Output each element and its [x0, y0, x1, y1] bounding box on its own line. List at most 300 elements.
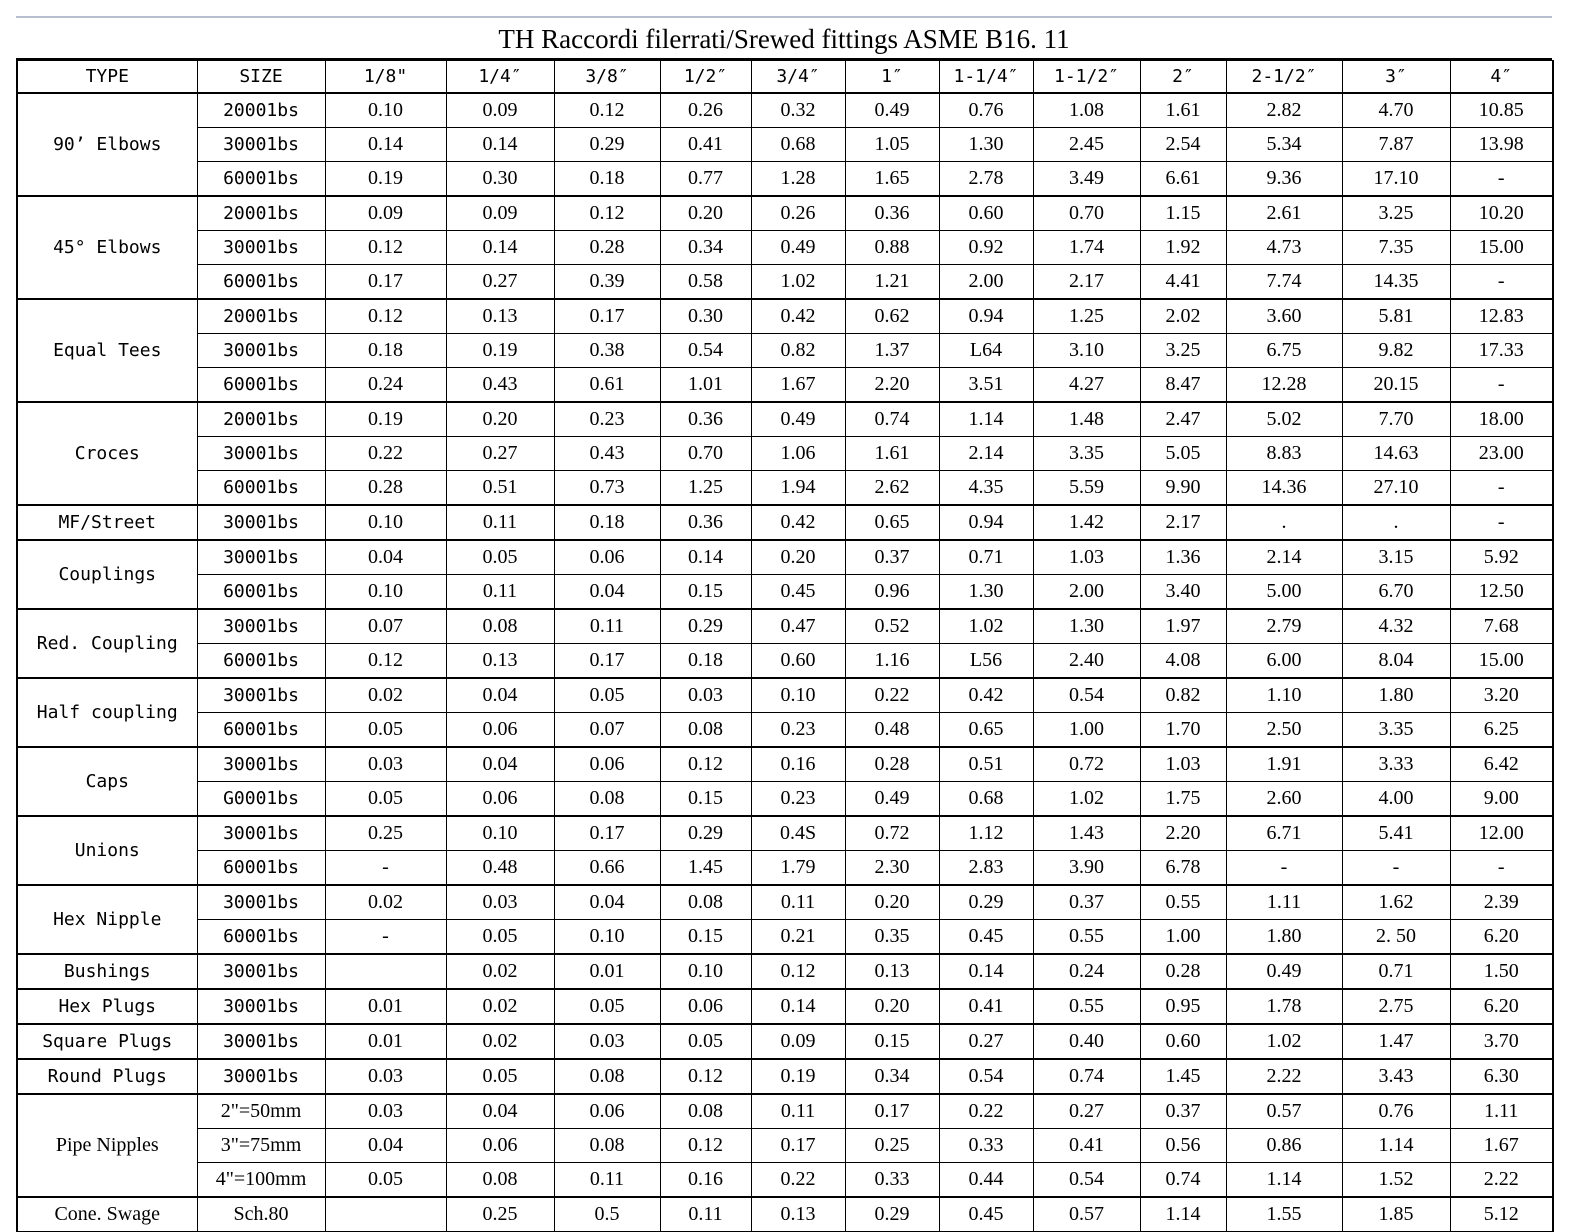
weight-cell: 0.13	[751, 1197, 845, 1232]
weight-cell: 0.54	[939, 1059, 1033, 1094]
weight-cell: 0.06	[446, 713, 554, 748]
weight-cell: 0.57	[1226, 1094, 1342, 1129]
weight-cell: 0.05	[325, 1163, 446, 1198]
weight-cell: 0.01	[325, 1024, 446, 1059]
weight-cell: 0.35	[845, 920, 939, 955]
weight-cell: 0.05	[325, 782, 446, 817]
weight-cell: 0.36	[660, 402, 751, 437]
weight-cell: 5.02	[1226, 402, 1342, 437]
weight-cell: 8.47	[1140, 368, 1226, 403]
weight-cell: 0.13	[845, 954, 939, 989]
weight-cell: 1.02	[1226, 1024, 1342, 1059]
weight-cell: 0.36	[845, 196, 939, 231]
weight-cell: 0.12	[325, 299, 446, 334]
pressure-class-cell: 20001bs	[197, 196, 325, 231]
weight-cell: 0.51	[939, 747, 1033, 782]
weight-cell: 0.33	[939, 1129, 1033, 1163]
weight-cell: 0.27	[1033, 1094, 1140, 1129]
weight-cell: -	[325, 920, 446, 955]
weight-cell: 0.20	[751, 540, 845, 575]
fitting-type-cell: Croces	[17, 402, 197, 505]
weight-cell: 0.74	[845, 402, 939, 437]
pressure-class-cell: 30001bs	[197, 885, 325, 920]
weight-cell: 0.03	[325, 1094, 446, 1129]
weight-cell: 0.05	[325, 713, 446, 748]
weight-cell: 0.92	[939, 231, 1033, 265]
weight-cell: 0.29	[554, 128, 660, 162]
table-row	[17, 1163, 1553, 1198]
weight-cell: 0.51	[446, 471, 554, 506]
weight-cell: 13.98	[1450, 128, 1553, 162]
type-header: TYPE	[17, 61, 197, 94]
weight-cell: 8.83	[1226, 437, 1342, 471]
weight-cell	[325, 1197, 446, 1232]
weight-cell: 0.39	[554, 265, 660, 300]
weight-cell: 0.45	[939, 920, 1033, 955]
pressure-class-cell: 2"=50mm	[197, 1094, 325, 1129]
weight-cell: 17.10	[1342, 162, 1450, 197]
weight-cell: 6.61	[1140, 162, 1226, 197]
weight-cell: 5.92	[1450, 540, 1553, 575]
weight-cell: 1.15	[1140, 196, 1226, 231]
weight-cell: 0.18	[660, 644, 751, 679]
weight-cell: 1.80	[1342, 678, 1450, 713]
weight-cell: .	[1226, 505, 1342, 540]
weight-cell: 7.70	[1342, 402, 1450, 437]
weight-cell: 0.66	[554, 851, 660, 886]
table-row	[17, 368, 1553, 403]
pressure-class-cell: 60001bs	[197, 920, 325, 955]
weight-cell: 4.00	[1342, 782, 1450, 817]
fitting-type-cell: Cone. Swage	[17, 1197, 197, 1232]
pressure-class-cell: G0001bs	[197, 782, 325, 817]
weight-cell: 2.20	[845, 368, 939, 403]
weight-cell: 1.25	[660, 471, 751, 506]
weight-cell: 0.28	[845, 747, 939, 782]
weight-cell: 0.52	[845, 609, 939, 644]
weight-cell: 2.17	[1140, 505, 1226, 540]
nominal-size-header: 1″	[845, 61, 939, 94]
fitting-type-cell: Round Plugs	[17, 1059, 197, 1094]
weight-cell: 0.08	[660, 713, 751, 748]
weight-cell: 0.14	[751, 989, 845, 1024]
weight-cell: 1.14	[1226, 1163, 1342, 1198]
weight-cell: 0.22	[845, 678, 939, 713]
weight-cell: 3.49	[1033, 162, 1140, 197]
nominal-size-header: 1-1/4″	[939, 61, 1033, 94]
fitting-type-cell: Unions	[17, 816, 197, 885]
weight-cell: 1.06	[751, 437, 845, 471]
weight-cell	[325, 954, 446, 989]
weight-cell: 2.14	[939, 437, 1033, 471]
weight-cell: 0.49	[845, 93, 939, 128]
table-row	[17, 1094, 1553, 1129]
weight-cell: 2.22	[1450, 1163, 1553, 1198]
weight-cell: 17.33	[1450, 334, 1553, 368]
weight-cell: 1.75	[1140, 782, 1226, 817]
weight-cell: 0.10	[554, 920, 660, 955]
weight-cell: 5.05	[1140, 437, 1226, 471]
weight-cell: 0.47	[751, 609, 845, 644]
weight-cell: 1.28	[751, 162, 845, 197]
pressure-class-cell: 60001bs	[197, 162, 325, 197]
weight-cell: 1.14	[1140, 1197, 1226, 1232]
weight-cell: 0.41	[939, 989, 1033, 1024]
weight-cell: 6.25	[1450, 713, 1553, 748]
weight-cell: 0.06	[554, 540, 660, 575]
weight-cell: 0.20	[660, 196, 751, 231]
weight-cell: .	[1342, 505, 1450, 540]
weight-cell: 5.12	[1450, 1197, 1553, 1232]
fitting-type-cell: Half coupling	[17, 678, 197, 747]
weight-cell: 5.41	[1342, 816, 1450, 851]
weight-cell: 4.27	[1033, 368, 1140, 403]
weight-cell: 2.45	[1033, 128, 1140, 162]
weight-cell: 0.20	[446, 402, 554, 437]
weight-cell: 0.70	[660, 437, 751, 471]
weight-cell: 0.33	[845, 1163, 939, 1198]
weight-cell: 0.41	[660, 128, 751, 162]
weight-cell: 3.20	[1450, 678, 1553, 713]
weight-cell: 1.67	[751, 368, 845, 403]
weight-cell: 0.45	[751, 575, 845, 610]
weight-cell: 0.04	[325, 1129, 446, 1163]
nominal-size-header: 3/4″	[751, 61, 845, 94]
weight-cell: 0.08	[554, 782, 660, 817]
table-body	[17, 93, 1553, 1232]
weight-cell: 0.08	[446, 1163, 554, 1198]
weight-cell: 0.27	[939, 1024, 1033, 1059]
weight-cell: 1.11	[1450, 1094, 1553, 1129]
weight-cell: 0.82	[751, 334, 845, 368]
weight-cell: 0.23	[751, 782, 845, 817]
weight-cell: 0.12	[325, 231, 446, 265]
weight-cell: 0.15	[660, 575, 751, 610]
weight-cell: 9.36	[1226, 162, 1342, 197]
weight-cell: 0.05	[660, 1024, 751, 1059]
weight-cell: 0.10	[325, 505, 446, 540]
weight-cell: 0.18	[325, 334, 446, 368]
weight-cell: 3.25	[1140, 334, 1226, 368]
weight-cell: 0.71	[939, 540, 1033, 575]
weight-cell: 3.35	[1033, 437, 1140, 471]
weight-cell: 12.50	[1450, 575, 1553, 610]
weight-cell: 8.04	[1342, 644, 1450, 679]
weight-cell: -	[1450, 505, 1553, 540]
weight-cell: 1.62	[1342, 885, 1450, 920]
pressure-class-cell: 30001bs	[197, 128, 325, 162]
weight-cell: -	[1450, 851, 1553, 886]
weight-cell: 1.02	[1033, 782, 1140, 817]
table-row	[17, 540, 1553, 575]
weight-cell: 0.06	[446, 782, 554, 817]
pressure-class-cell: 30001bs	[197, 334, 325, 368]
weight-cell: 0.88	[845, 231, 939, 265]
weight-cell: 3.35	[1342, 713, 1450, 748]
weight-cell: 10.20	[1450, 196, 1553, 231]
weight-cell: 2.54	[1140, 128, 1226, 162]
weight-cell: 0.18	[554, 162, 660, 197]
weight-cell: 1.12	[939, 816, 1033, 851]
table-row	[17, 954, 1553, 989]
weight-cell: -	[325, 851, 446, 886]
weight-cell: 0.95	[1140, 989, 1226, 1024]
weight-cell: 0.10	[660, 954, 751, 989]
weight-cell: 7.68	[1450, 609, 1553, 644]
weight-cell: 0.11	[660, 1197, 751, 1232]
weight-cell: 0.22	[939, 1094, 1033, 1129]
weight-cell: 0.38	[554, 334, 660, 368]
fitting-type-cell: 90’ Elbows	[17, 93, 197, 196]
table-row	[17, 851, 1553, 886]
weight-cell: 0.62	[845, 299, 939, 334]
pressure-class-cell: 60001bs	[197, 368, 325, 403]
weight-cell: 0.12	[554, 93, 660, 128]
weight-cell: 0.19	[325, 162, 446, 197]
weight-cell: 0.05	[446, 920, 554, 955]
weight-cell: 1.05	[845, 128, 939, 162]
weight-cell: 1.16	[845, 644, 939, 679]
pressure-class-cell: 3"=75mm	[197, 1129, 325, 1163]
weight-cell: 1.00	[1033, 713, 1140, 748]
weight-cell: 0.02	[325, 885, 446, 920]
weight-cell: 2.39	[1450, 885, 1553, 920]
weight-cell: 0.29	[660, 609, 751, 644]
nominal-size-header: 1/2″	[660, 61, 751, 94]
weight-cell: 0.02	[325, 678, 446, 713]
weight-cell: 0.12	[325, 644, 446, 679]
weight-cell: 0.73	[554, 471, 660, 506]
weight-cell: 27.10	[1342, 471, 1450, 506]
weight-cell: 4.35	[939, 471, 1033, 506]
weight-cell: 1.92	[1140, 231, 1226, 265]
weight-cell: 1.91	[1226, 747, 1342, 782]
weight-cell: 0.27	[446, 265, 554, 300]
weight-cell: 0.29	[845, 1197, 939, 1232]
weight-cell: 0.94	[939, 505, 1033, 540]
weight-cell: 0.26	[751, 196, 845, 231]
weight-cell: 1.79	[751, 851, 845, 886]
weight-cell: 0.19	[325, 402, 446, 437]
weight-cell: 0.30	[660, 299, 751, 334]
weight-cell: 0.49	[751, 402, 845, 437]
weight-cell: 2.75	[1342, 989, 1450, 1024]
weight-cell: 1.43	[1033, 816, 1140, 851]
weight-cell: 0.11	[751, 1094, 845, 1129]
table-row	[17, 575, 1553, 610]
weight-cell: 0.24	[1033, 954, 1140, 989]
weight-cell: 0.49	[751, 231, 845, 265]
weight-cell: 0.86	[1226, 1129, 1342, 1163]
weight-cell: 0.08	[660, 1094, 751, 1129]
weight-cell: 0.24	[325, 368, 446, 403]
weight-cell: 1.30	[1033, 609, 1140, 644]
weight-cell: 18.00	[1450, 402, 1553, 437]
weight-cell: 1.78	[1226, 989, 1342, 1024]
weight-cell: 0.14	[660, 540, 751, 575]
weight-cell: 2.47	[1140, 402, 1226, 437]
weight-cell: 0.37	[845, 540, 939, 575]
weight-cell: 1.37	[845, 334, 939, 368]
weight-cell: 1.14	[1342, 1129, 1450, 1163]
weight-cell: 0.12	[554, 196, 660, 231]
weight-cell: 0.15	[660, 920, 751, 955]
pressure-class-cell: 30001bs	[197, 609, 325, 644]
pressure-class-cell: 60001bs	[197, 644, 325, 679]
weight-cell: 2.17	[1033, 265, 1140, 300]
weight-cell: 4.41	[1140, 265, 1226, 300]
weight-cell: 0.07	[554, 713, 660, 748]
weight-cell: 12.28	[1226, 368, 1342, 403]
table-row	[17, 402, 1553, 437]
weight-cell: 0.72	[1033, 747, 1140, 782]
weight-cell: 0.40	[1033, 1024, 1140, 1059]
weight-cell: 2.62	[845, 471, 939, 506]
weight-cell: 3.90	[1033, 851, 1140, 886]
fittings-sheet	[16, 16, 1552, 1232]
pressure-class-cell: 30001bs	[197, 231, 325, 265]
nominal-size-header: 3/8″	[554, 61, 660, 94]
weight-cell: 3.15	[1342, 540, 1450, 575]
weight-cell: 0.05	[446, 1059, 554, 1094]
weight-cell: 0.70	[1033, 196, 1140, 231]
weight-cell: 1.85	[1342, 1197, 1450, 1232]
table-row	[17, 93, 1553, 128]
weight-cell: 0.14	[939, 954, 1033, 989]
weight-cell: 0.11	[751, 885, 845, 920]
table-row	[17, 505, 1553, 540]
table-row	[17, 609, 1553, 644]
weight-cell: 0.65	[939, 713, 1033, 748]
weight-cell: 0.37	[1033, 885, 1140, 920]
pressure-class-cell: 60001bs	[197, 851, 325, 886]
weight-cell: 0.4S	[751, 816, 845, 851]
weight-cell: 0.04	[325, 540, 446, 575]
weight-cell: 2.78	[939, 162, 1033, 197]
weight-cell: 0.37	[1140, 1094, 1226, 1129]
table-row	[17, 1059, 1553, 1094]
weight-cell: 6.78	[1140, 851, 1226, 886]
weight-cell: 0.05	[554, 678, 660, 713]
weight-cell: 1.14	[939, 402, 1033, 437]
weight-cell: 7.87	[1342, 128, 1450, 162]
weight-cell: 0.13	[446, 644, 554, 679]
weight-cell: 4.73	[1226, 231, 1342, 265]
weight-cell: 0.05	[446, 540, 554, 575]
weight-cell: 0.23	[554, 402, 660, 437]
weight-cell: 1.94	[751, 471, 845, 506]
weight-cell: 0.11	[554, 609, 660, 644]
weight-cell: 1.61	[1140, 93, 1226, 128]
weight-cell: 0.12	[660, 747, 751, 782]
weight-cell: 0.17	[554, 644, 660, 679]
fitting-type-cell: Hex Plugs	[17, 989, 197, 1024]
weight-cell: 1.02	[751, 265, 845, 300]
weight-cell: 2.61	[1226, 196, 1342, 231]
weight-cell: 0.01	[554, 954, 660, 989]
nominal-size-header: 2-1/2″	[1226, 61, 1342, 94]
pressure-class-cell: 30001bs	[197, 1024, 325, 1059]
weight-cell: 12.00	[1450, 816, 1553, 851]
weight-cell: 0.20	[845, 885, 939, 920]
weight-cell: 0.34	[845, 1059, 939, 1094]
table-row	[17, 437, 1553, 471]
weight-cell: 0.36	[660, 505, 751, 540]
weight-cell: 0.08	[554, 1129, 660, 1163]
weight-cell: 0.22	[325, 437, 446, 471]
weight-cell: 0.15	[845, 1024, 939, 1059]
weight-cell: 0.68	[939, 782, 1033, 817]
weight-cell: 0.23	[751, 713, 845, 748]
pressure-class-cell: 20001bs	[197, 299, 325, 334]
weight-cell: 1.47	[1342, 1024, 1450, 1059]
weight-cell: 0.30	[446, 162, 554, 197]
weight-cell: 0.43	[446, 368, 554, 403]
pressure-class-cell: 30001bs	[197, 747, 325, 782]
weight-cell: 0.04	[554, 885, 660, 920]
nominal-size-header: 2″	[1140, 61, 1226, 94]
weight-cell: 5.34	[1226, 128, 1342, 162]
weight-cell: 9.00	[1450, 782, 1553, 817]
weight-cell: 1.80	[1226, 920, 1342, 955]
fitting-type-cell: Caps	[17, 747, 197, 816]
fitting-type-cell: Square Plugs	[17, 1024, 197, 1059]
weight-cell: -	[1226, 851, 1342, 886]
weight-cell: 0.58	[660, 265, 751, 300]
table-row	[17, 299, 1553, 334]
weight-cell: 0.06	[660, 989, 751, 1024]
weight-cell: 0.22	[751, 1163, 845, 1198]
weight-cell: 0.07	[325, 609, 446, 644]
weight-cell: 1.65	[845, 162, 939, 197]
weight-cell: 0.72	[845, 816, 939, 851]
fitting-type-cell: Couplings	[17, 540, 197, 609]
weight-cell: 1.97	[1140, 609, 1226, 644]
table-row	[17, 265, 1553, 300]
pressure-class-cell: 30001bs	[197, 1059, 325, 1094]
weight-cell: 6.20	[1450, 989, 1553, 1024]
weight-cell: 0.27	[446, 437, 554, 471]
weight-cell: 0.02	[446, 954, 554, 989]
weight-cell: 6.75	[1226, 334, 1342, 368]
table-row	[17, 816, 1553, 851]
weight-cell: 3.60	[1226, 299, 1342, 334]
table-row	[17, 334, 1553, 368]
weight-cell: 0.12	[751, 954, 845, 989]
table-row	[17, 989, 1553, 1024]
table-row	[17, 162, 1553, 197]
nominal-size-header: 1-1/2″	[1033, 61, 1140, 94]
table-row	[17, 920, 1553, 955]
weight-cell: 0.16	[751, 747, 845, 782]
weight-cell: 1.48	[1033, 402, 1140, 437]
weight-cell: 0.17	[325, 265, 446, 300]
weight-cell: 15.00	[1450, 231, 1553, 265]
weight-cell: 0.08	[660, 885, 751, 920]
table-row	[17, 1024, 1553, 1059]
weight-cell: 1.45	[1140, 1059, 1226, 1094]
weight-cell: 0.54	[1033, 678, 1140, 713]
weight-cell: 0.42	[939, 678, 1033, 713]
table-row	[17, 471, 1553, 506]
weight-cell: 0.05	[554, 989, 660, 1024]
weight-cell: 0.03	[554, 1024, 660, 1059]
weight-cell: 0.77	[660, 162, 751, 197]
weight-cell: 0.54	[1033, 1163, 1140, 1198]
table-row	[17, 196, 1553, 231]
weight-cell: 1.42	[1033, 505, 1140, 540]
weight-cell: 0.25	[325, 816, 446, 851]
